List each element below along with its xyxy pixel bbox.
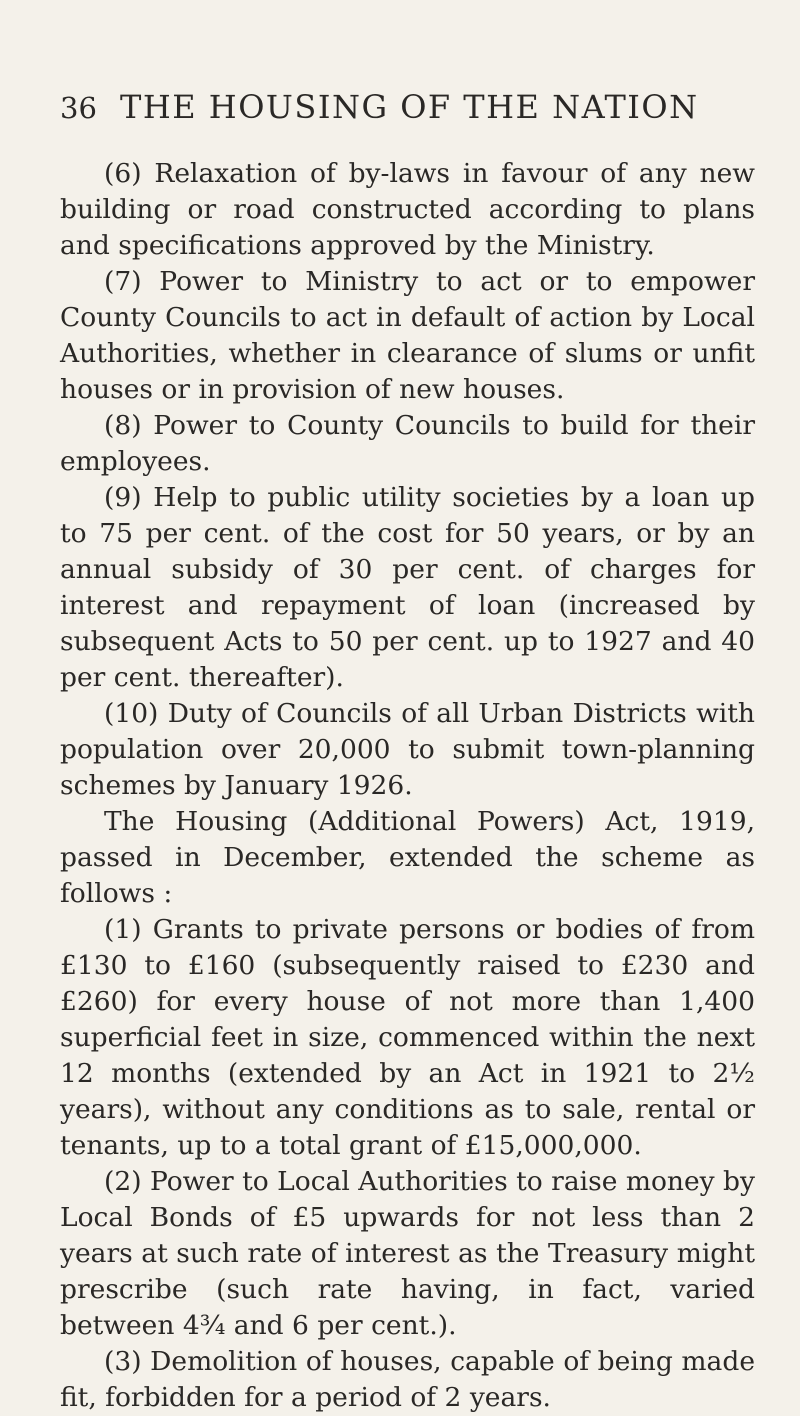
running-title: THE HOUSING OF THE NATION [120,88,699,126]
paragraph-local-bonds: (2) Power to Local Authorities to raise money by Local Bonds of £5 upwards for not less than 2 years at such rate of interest as the Treasury might prescribe (such rate having, in fact, varied between 4¾ and 6 per cent.). [60,1166,755,1341]
page-number: 36 [60,91,97,125]
paragraph-item-7: (7) Power to Ministry to act or to empower County Councils to act in default of action by Local Authorities, whether in clearance of slums or unfit houses or in provision of new houses. [60,266,755,405]
paragraph-item-10: (10) Duty of Councils of all Urban Districts with population over 20,000 to submit town-planning schemes by January 1926. [60,698,755,801]
paragraph-item-8: (8) Power to County Councils to build for their employees. [60,410,755,477]
paragraph-grants: (1) Grants to private persons or bodies of from £130 to £160 (subsequently raised to £230 and £260) for every house of not more than 1,400 superficial feet in size, commenced within the next 12 months (extended by an Act in 1921 to 2½ years), without any conditions as to sale, rental or tenants, up to a total grant of £15,000,000. [60,914,755,1161]
paragraph-item-9: (9) Help to public utility societies by a loan up to 75 per cent. of the cost for 50 years, or by an annual subsidy of 30 per cent. of charges for interest and repayment of loan (increased by subsequent Acts to 50 per cent. up to 1927 and 40 per cent. thereafter). [60,482,755,693]
book-page [60,88,755,1416]
paragraph-act-1919: The Housing (Additional Powers) Act, 1919, passed in December, extended the scheme as follows : [60,806,755,909]
running-header [60,88,755,126]
paragraph-demolition: (3) Demolition of houses, capable of being made fit, forbidden for a period of 2 years. [60,1346,755,1413]
paragraph-item-6: (6) Relaxation of by-laws in favour of any new building or road constructed according to plans and specifications approved by the Ministry. [60,158,755,261]
body-text [60,156,755,1416]
